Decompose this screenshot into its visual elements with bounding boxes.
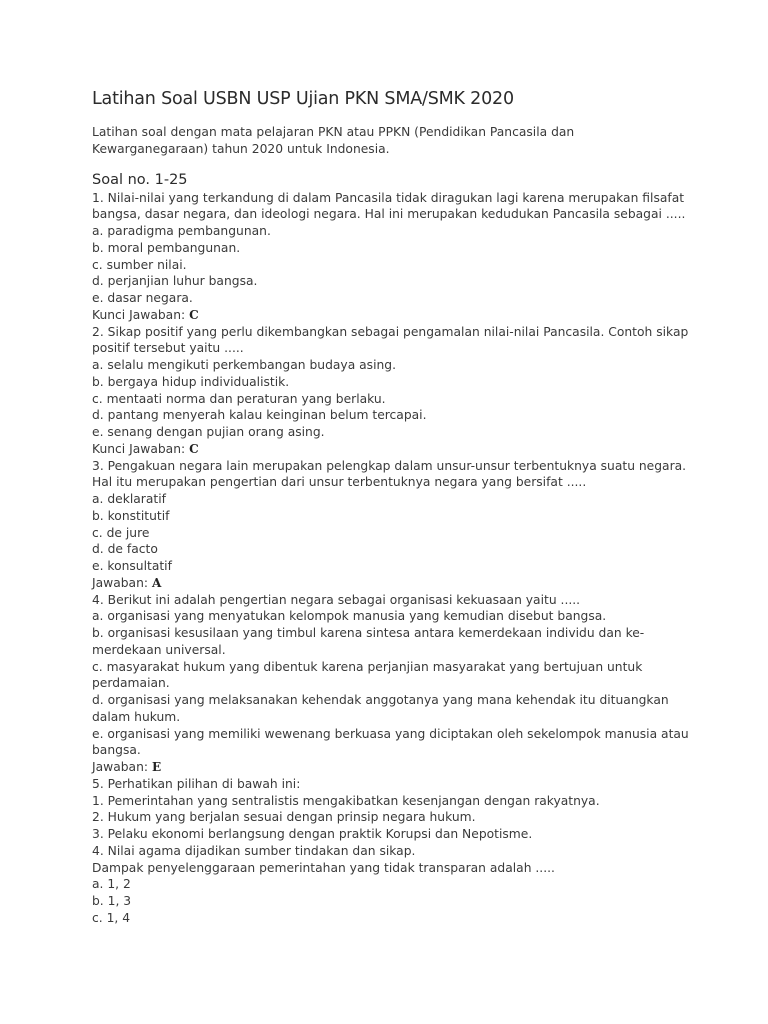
answer-key-value: C — [189, 441, 199, 456]
line-text: 3. Pelaku ekonomi berlangsung dengan praktik Korupsi dan Nepotisme. — [92, 827, 533, 842]
text-line — [92, 558, 682, 575]
document-page — [92, 86, 689, 927]
line-text: c. masyarakat hukum yang dibentuk karena perjanjian masyarakat yang bertujuan untuk — [92, 659, 643, 674]
text-line — [92, 340, 682, 357]
line-text: d. perjanjian luhur bangsa. — [92, 274, 258, 289]
line-text: c. sumber nilai. — [92, 257, 187, 272]
answer-key-label: Jawaban: — [92, 575, 152, 590]
text-line — [92, 391, 682, 408]
line-text: 1. Pemerintahan yang sentralistis mengakibatkan kesenjangan dengan rakyatnya. — [92, 793, 600, 808]
text-line — [92, 190, 685, 207]
text-line — [92, 843, 682, 860]
section-heading: Soal no. 1-25 — [92, 171, 188, 188]
text-line — [92, 793, 682, 810]
text-line — [92, 474, 682, 491]
text-line — [92, 508, 682, 525]
text-line — [92, 910, 682, 927]
text-line — [92, 240, 682, 257]
line-text: 2. Sikap positif yang perlu dikembangkan sebagai pengamalan nilai-nilai Pancasila. Contoh sikap — [92, 324, 689, 339]
answer-key-line — [92, 307, 682, 324]
text-line — [92, 491, 682, 508]
text-line — [92, 223, 682, 240]
line-text: 5. Perhatikan pilihan di bawah ini: — [92, 776, 301, 791]
text-line — [92, 525, 682, 542]
line-text: a. 1, 2 — [92, 877, 131, 892]
answer-key-label: Kunci Jawaban: — [92, 441, 190, 456]
answer-key-line — [92, 759, 682, 776]
question-list — [92, 190, 689, 927]
line-text: 3. Pengakuan negara lain merupakan pelengkap dalam unsur-unsur terbentuknya suatu negara. — [92, 458, 687, 473]
text-line — [92, 659, 682, 676]
line-text: Hal itu merupakan pengertian dari unsur terbentuknya negara yang bersifat ..... — [92, 475, 587, 490]
line-text: 4. Nilai agama dijadikan sumber tindakan dan sikap. — [92, 843, 416, 858]
line-text: 2. Hukum yang berjalan sesuai dengan prinsip negara hukum. — [92, 810, 476, 825]
line-text: dalam hukum. — [92, 709, 181, 724]
line-text: b. konstitutif — [92, 508, 170, 523]
text-line — [92, 692, 682, 709]
text-line — [92, 592, 682, 609]
intro-line: Kewarganegaraan) tahun 2020 untuk Indonesia. — [92, 141, 390, 156]
line-text: e. senang dengan pujian orang asing. — [92, 425, 325, 440]
text-line — [92, 675, 682, 692]
line-text: bangsa, dasar negara, dan ideologi negara. Hal ini merupakan kedudukan Pancasila sebagai ..... — [92, 207, 686, 222]
page-title: Latihan Soal USBN USP Ujian PKN SMA/SMK 2020 — [92, 89, 514, 109]
answer-key-value: C — [189, 307, 199, 322]
line-text: e. organisasi yang memiliki wewenang berkuasa yang diciptakan oleh sekelompok manusia atau — [92, 726, 689, 741]
line-text: perdamaian. — [92, 676, 170, 691]
text-line — [92, 541, 682, 558]
line-text: a. paradigma pembangunan. — [92, 224, 271, 239]
line-text: positif tersebut yaitu ..... — [92, 341, 244, 356]
text-line — [92, 625, 682, 642]
answer-key-value: E — [151, 760, 162, 775]
answer-key-label: Jawaban: — [92, 760, 152, 775]
line-text: d. pantang menyerah kalau keinginan belum tercapai. — [92, 408, 427, 423]
line-text: c. de jure — [92, 525, 150, 540]
text-line — [92, 809, 682, 826]
text-line — [92, 257, 682, 274]
line-text: a. organisasi yang menyatukan kelompok manusia yang kemudian disebut bangsa. — [92, 609, 607, 624]
text-line — [92, 893, 682, 910]
text-line — [92, 424, 682, 441]
line-text: e. konsultatif — [92, 559, 172, 574]
answer-key-value: A — [151, 575, 162, 590]
text-line — [92, 608, 682, 625]
text-line — [92, 206, 686, 223]
line-text: c. 1, 4 — [92, 910, 131, 925]
intro-paragraph — [92, 124, 682, 158]
text-line — [92, 642, 682, 659]
line-text: b. 1, 3 — [92, 894, 132, 909]
line-text: c. mentaati norma dan peraturan yang berlaku. — [92, 391, 386, 406]
line-text: e. dasar negara. — [92, 291, 193, 306]
intro-line: Latihan soal dengan mata pelajaran PKN atau PPKN (Pendidikan Pancasila dan — [92, 125, 575, 139]
answer-key-label: Kunci Jawaban: — [92, 307, 190, 322]
text-line — [92, 407, 682, 424]
line-text: b. organisasi kesusilaan yang timbul karena sintesa antara kemerdekaan individu dan ke- — [92, 626, 645, 641]
text-line — [92, 860, 682, 877]
line-text: 1. Nilai-nilai yang terkandung di dalam Pancasila tidak diragukan lagi karena merupakan filsafat — [92, 190, 685, 205]
line-text: d. de facto — [92, 542, 158, 557]
line-text: b. moral pembangunan. — [92, 240, 241, 255]
text-line — [92, 876, 682, 893]
answer-key-line — [92, 441, 682, 458]
text-line — [92, 826, 682, 843]
text-line — [92, 357, 682, 374]
line-text: Dampak penyelenggaraan pemerintahan yang tidak transparan adalah ..... — [92, 860, 555, 875]
text-line — [92, 742, 682, 759]
text-line — [92, 726, 689, 743]
text-line — [92, 324, 689, 341]
text-line — [92, 709, 682, 726]
line-text: b. bergaya hidup individualistik. — [92, 374, 290, 389]
line-text: bangsa. — [92, 743, 141, 758]
answer-key-line — [92, 575, 682, 592]
text-line — [92, 290, 682, 307]
line-text: merdekaan universal. — [92, 642, 226, 657]
line-text: a. deklaratif — [92, 492, 166, 507]
text-line — [92, 458, 687, 475]
line-text: d. organisasi yang melaksanakan kehendak anggotanya yang mana kehendak itu dituangkan — [92, 693, 669, 708]
text-line — [92, 273, 682, 290]
text-line — [92, 374, 682, 391]
text-line — [92, 776, 682, 793]
line-text: 4. Berikut ini adalah pengertian negara sebagai organisasi kekuasaan yaitu ..... — [92, 592, 581, 607]
line-text: a. selalu mengikuti perkembangan budaya asing. — [92, 358, 396, 373]
